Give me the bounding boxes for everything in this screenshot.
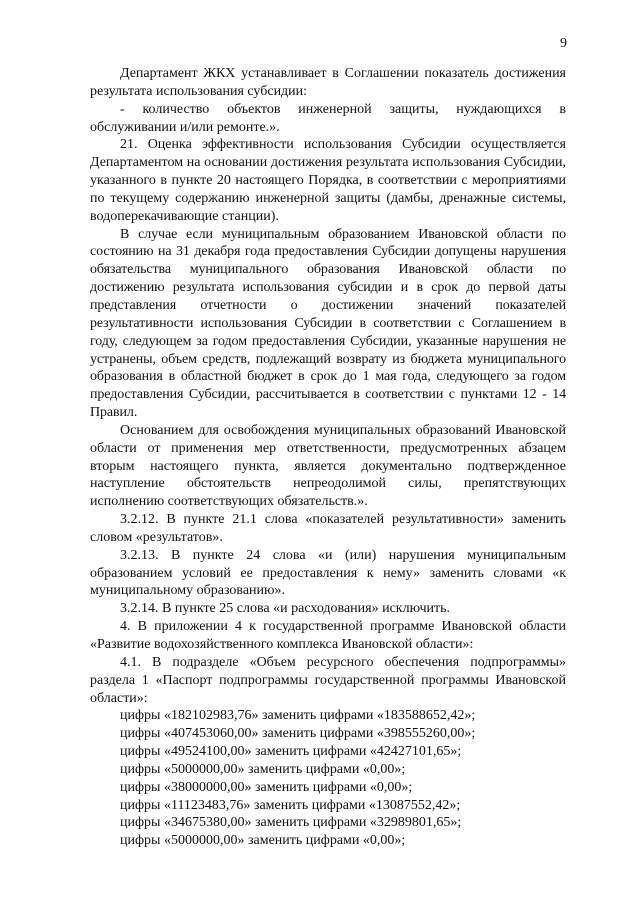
- figure-replacement-line: цифры «11123483,76» заменить цифрами «13087552,42»;: [120, 797, 461, 813]
- figure-replacement-line: цифры «182102983,76» заменить цифрами «183588652,42»;: [120, 708, 476, 724]
- figure-replacement-line: цифры «5000000,00» заменить цифрами «0,00»;: [120, 833, 406, 849]
- figure-replacement-line: цифры «5000000,00» заменить цифрами «0,00»;: [120, 761, 406, 777]
- paragraph-4: 4. В приложении 4 к государственной программе Ивановской области «Развитие водохозяйственного комплекса Ивановской области»:: [90, 619, 566, 652]
- paragraph-violation-case: В случае если муниципальным образованием Ивановской области по состоянию на 31 декабря года предоставления Субсидии допущены нарушения обязательства муниципального образования Ивановской области по достижению результата использования субсидии и в срок до первой даты представления отчетности о достижении значений показателей результативности использования Субсидии в соответствии с Соглашением в году, следующем за годом предоставления Субсидии, указанные нарушения не устранены, объем средств, подлежащий возврату из бюджета муниципального образования в областной бюджет в срок до 1 мая года, следующего за годом предоставления Субсидии, рассчитывается в соответствии с пунктами 12 - 14 Правил.: [90, 226, 566, 421]
- paragraph-indicator-item: - количество объектов инженерной защиты, нуждающихся в обслуживании и/или ремонте.».: [90, 101, 566, 135]
- figure-replacement-line: цифры «49524100,00» заменить цифрами «42427101,65»;: [120, 744, 462, 760]
- paragraph-3-2-12: 3.2.12. В пункте 21.1 слова «показателей результативности» заменить словом «результатов».: [90, 512, 566, 545]
- figure-replacement-line: цифры «38000000,00» заменить цифрами «0,00»;: [120, 779, 413, 795]
- paragraph-4-1: 4.1. В подразделе «Объем ресурсного обеспечения подпрограммы» раздела 1 «Паспорт подпрограммы государственной программы Ивановской области»:: [90, 654, 566, 706]
- paragraph-exemption: Основанием для освобождения муниципальных образований Ивановской области от применения мер ответственности, предусмотренных абзацем вторым настоящего пункта, является документально подтвержденное наступление обстоятельств непреодолимой силы, препятствующих исполнению соответствующих обязательств.».: [90, 422, 566, 510]
- figure-replacement-list: [90, 707, 566, 850]
- figure-replacement-line: цифры «34675380,00» заменить цифрами «32989801,65»;: [120, 815, 462, 831]
- paragraph-21: 21. Оценка эффективности использования Субсидии осуществляется Департаментом на основании достижения результата использования Субсидии, указанного в пункте 20 настоящего Порядка, в соответствии с мероприятиями по текущему содержанию инженерной защиты (дамбы, дренажные системы, водоперекачивающие станции).: [90, 137, 566, 224]
- document-body: [90, 65, 566, 850]
- page-number: 9: [560, 36, 567, 51]
- figure-replacement-line: цифры «407453060,00» заменить цифрами «398555260,00»;: [120, 726, 476, 742]
- paragraph-indicator-intro: Департамент ЖКХ устанавливает в Соглашении показатель достижения результата использования субсидии:: [90, 66, 566, 99]
- paragraph-3-2-14: 3.2.14. В пункте 25 слова «и расходования» исключить.: [120, 601, 451, 617]
- paragraph-3-2-13: 3.2.13. В пункте 24 слова «и (или) нарушения муниципальным образованием условий ее предоставления к нему» заменить словами «к муниципальному образованию».: [90, 547, 566, 599]
